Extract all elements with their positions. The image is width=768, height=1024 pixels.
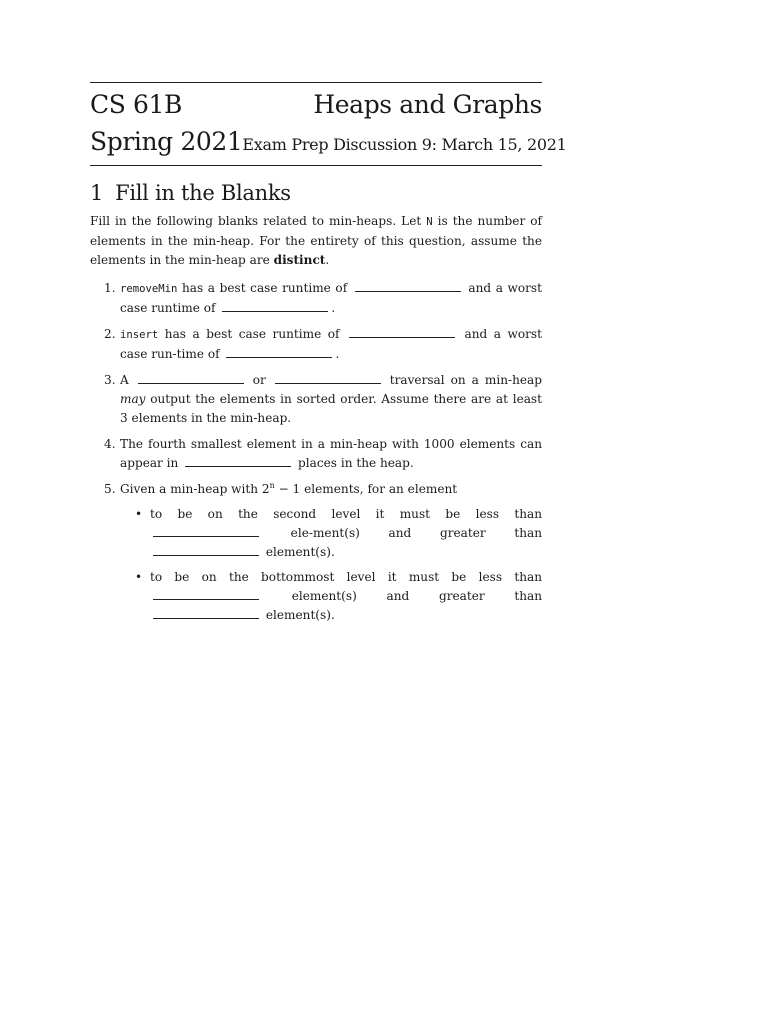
code-removeMin: removeMin [120,283,178,295]
bullet-icon: • [135,507,143,521]
question-4: 4. The fourth smallest element in a min-heap with 1000 elements can appear in places in the heap. [104,437,542,470]
document-title: Heaps and Graphs [313,90,542,119]
code-N: N [426,216,433,228]
question-1: 1. removeMin has a best case runtime of and a worst case runtime of . [104,281,542,315]
bullet-icon: • [135,570,143,584]
answer-blank[interactable] [275,371,381,384]
question-2: 2. insert has a best case runtime of and a worst case run-time of . [104,327,543,361]
answer-blank[interactable] [153,587,259,600]
section-heading [90,181,291,205]
section-title: Fill in the Blanks [115,181,291,205]
answer-blank[interactable] [153,543,259,556]
sub-question-list [120,505,542,625]
question-3: 3. A or traversal on a min-heap may output the elements in sorted order. Assume there are at least 3 elements in the min-heap. [104,373,542,425]
section-body [90,212,542,632]
header-top-rule [90,82,542,83]
answer-blank[interactable] [153,606,259,619]
code-insert: insert [120,329,159,341]
question-list [90,279,542,625]
intro-paragraph: Fill in the following blanks related to min-heaps. Let N is the number of elements in the min-heap. For the entirety of this question, assume the elements in the min-heap are distinct. [90,214,542,267]
sub-question-bottom-level: • to be on the bottommost level it must be less than element(s) and greater than element(s). [135,570,542,622]
answer-blank[interactable] [138,371,244,384]
emphasis-may: may [120,392,146,406]
term: Spring 2021 [90,127,243,156]
section-number: 1 [90,181,104,205]
question-5: 5. Given a min-heap with $2^n - 1$ elements, for an element • to be on the second level it must be less than ele-ment(s) and greater than element(s). • to be on the bottommost level it must be less than element(s) and greater than element(s). [90,480,542,625]
answer-blank[interactable] [153,524,259,537]
emphasis-distinct: distinct [273,253,326,267]
document-subtitle: Exam Prep Discussion 9: March 15, 2021 [242,135,567,154]
sub-question-second-level: • to be on the second level it must be less than ele-ment(s) and greater than element(s). [135,507,542,559]
header-row-1 [90,90,542,119]
course-code: CS 61B [90,90,182,119]
answer-blank[interactable] [222,299,328,312]
header-bottom-rule [90,165,542,166]
answer-blank[interactable] [349,325,455,338]
answer-blank[interactable] [226,345,332,358]
answer-blank[interactable] [185,454,291,467]
header-row-2 [90,127,567,156]
answer-blank[interactable] [355,279,461,292]
